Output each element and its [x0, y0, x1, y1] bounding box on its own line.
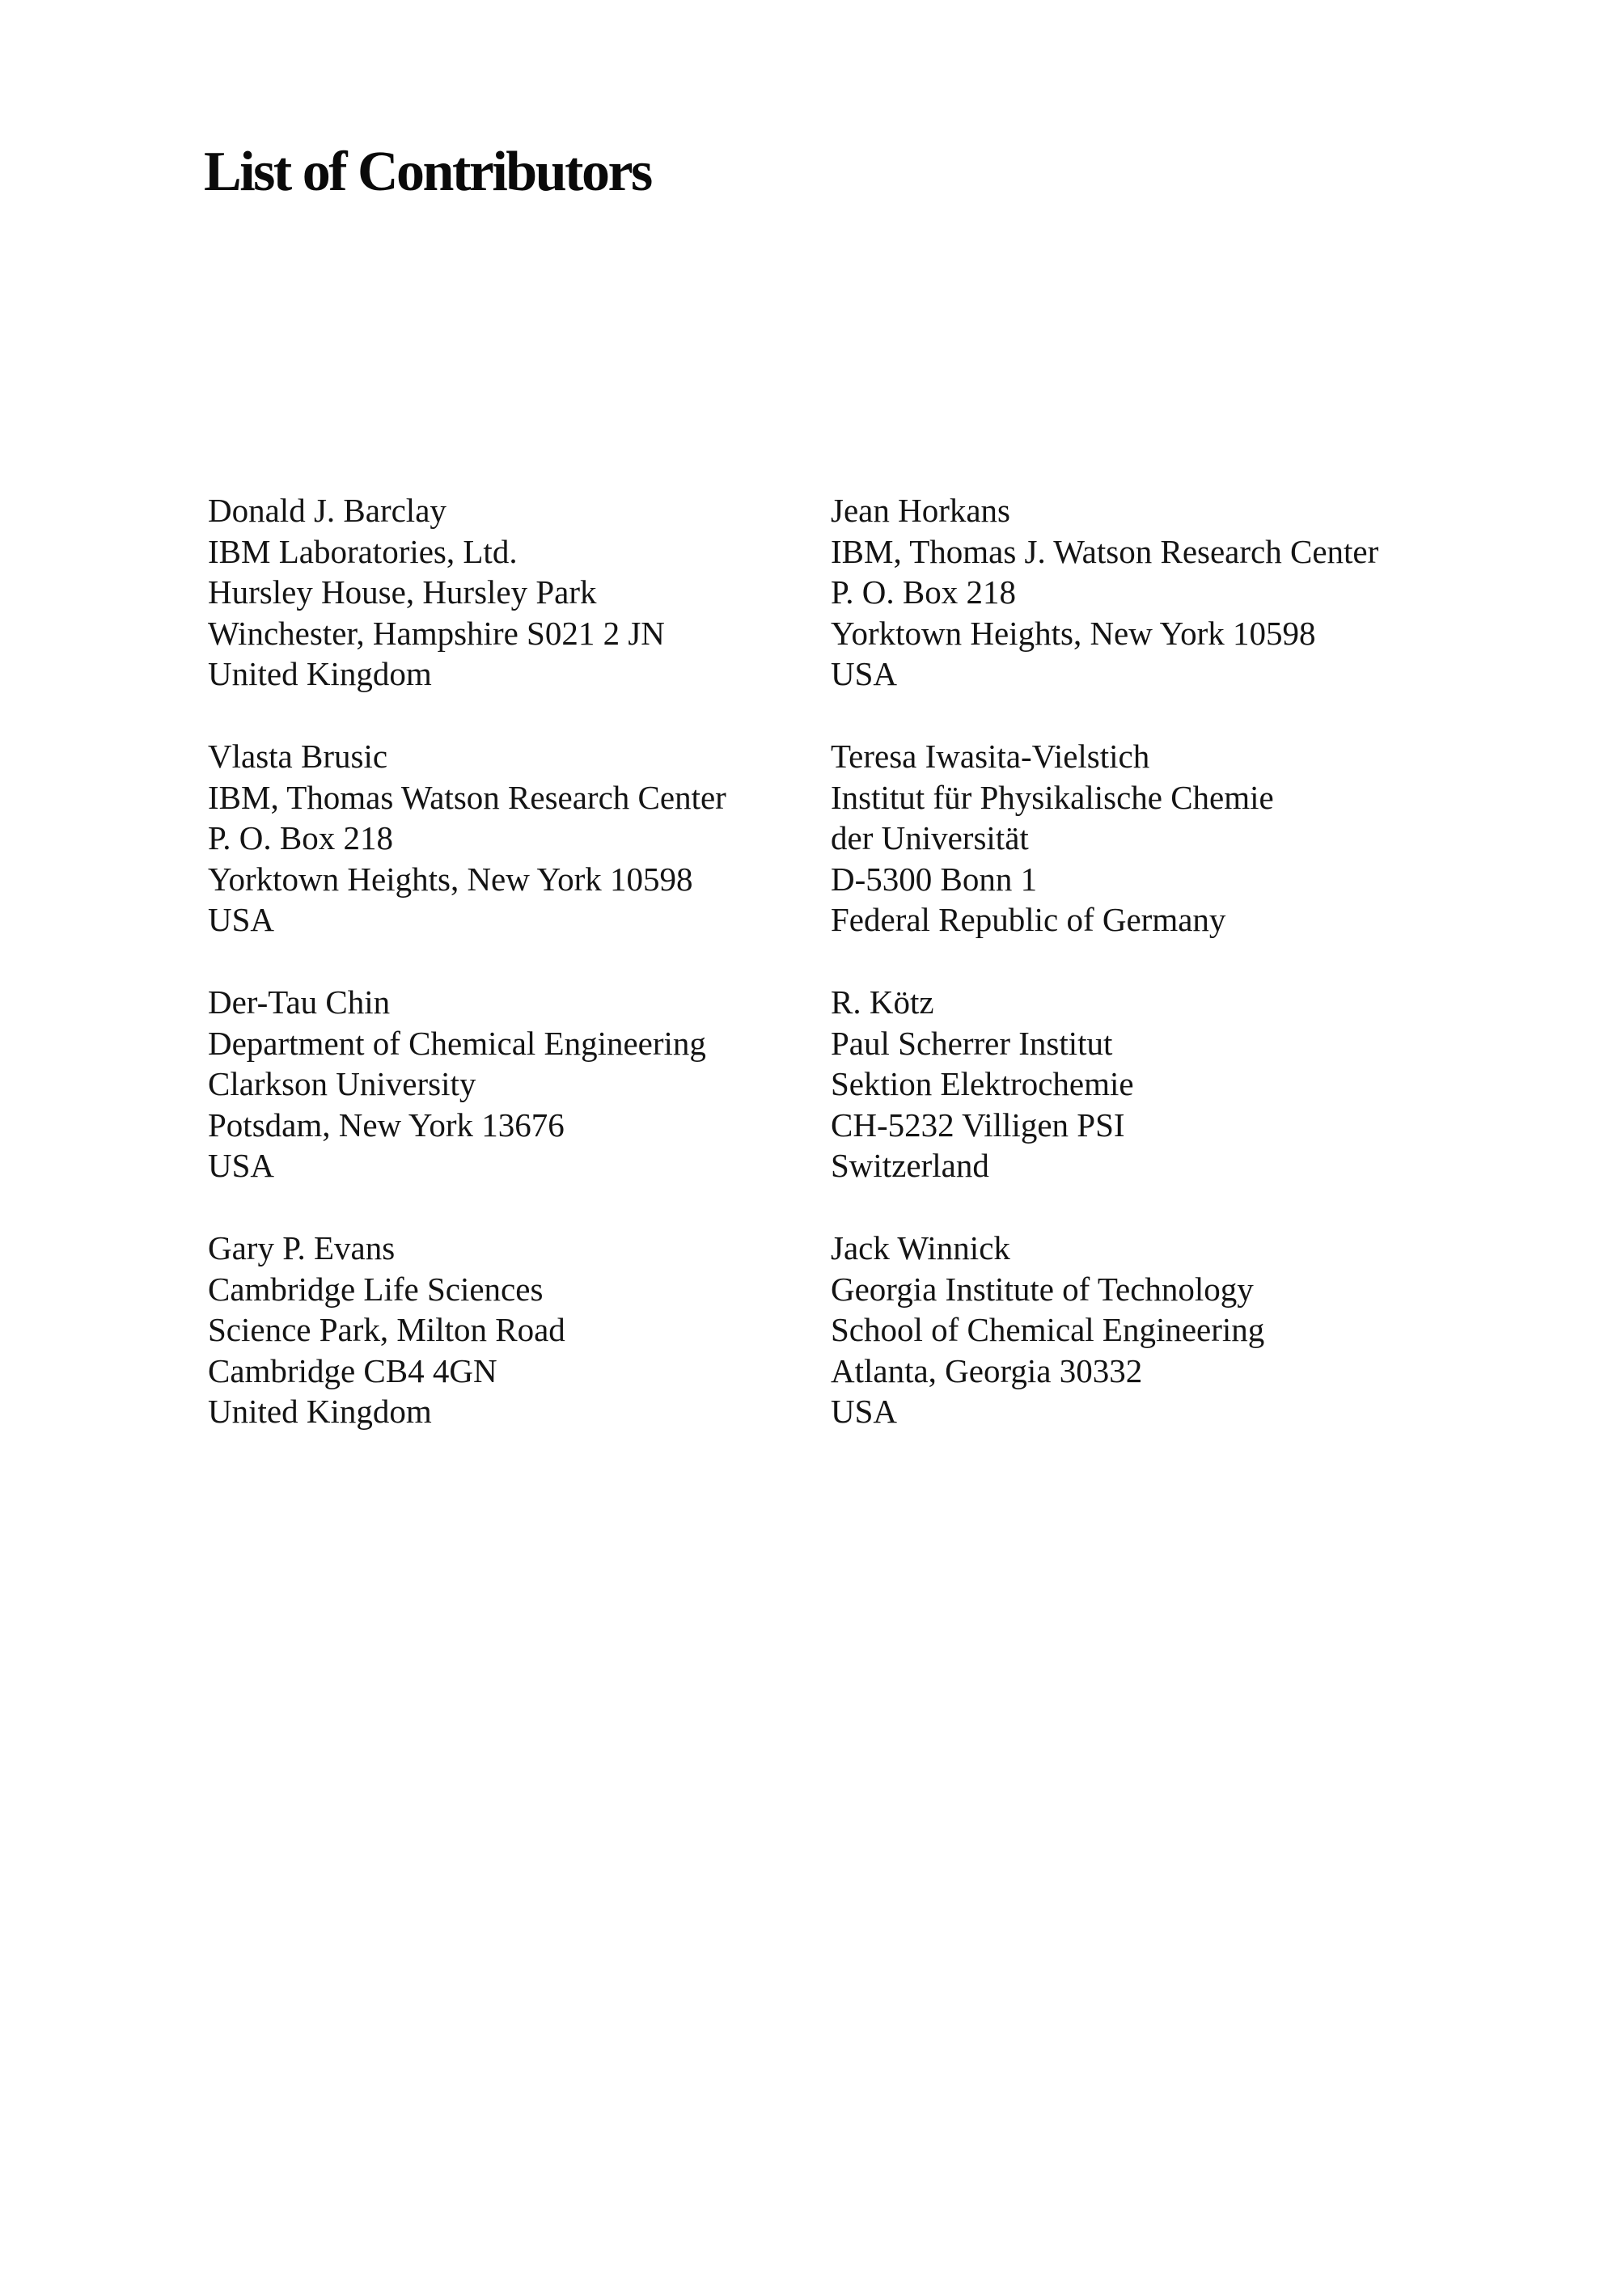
contributor-address-line: Potsdam, New York 13676	[208, 1106, 565, 1144]
contributor-address-line: Cambridge CB4 4GN	[208, 1351, 497, 1389]
contributor-address-line: D-5300 Bonn 1	[831, 860, 1038, 898]
contributor-country: USA	[208, 1147, 275, 1184]
contributor-name: R. Kötz	[831, 983, 934, 1021]
contributor-country: Switzerland	[831, 1147, 989, 1184]
contributor-name: Donald J. Barclay	[208, 492, 447, 529]
contributor-address-line: Science Park, Milton Road	[208, 1311, 565, 1348]
contributor-country: USA	[208, 901, 275, 938]
contributor-address-line: IBM, Thomas Watson Research Center	[208, 778, 726, 816]
contributor-address-line: School of Chemical Engineering	[831, 1311, 1265, 1348]
contributor-name: Gary P. Evans	[208, 1229, 396, 1266]
contributor-name: Der-Tau Chin	[208, 983, 391, 1021]
contributor-winnick	[831, 1228, 1478, 1474]
contributor-address-line: Cambridge Life Sciences	[208, 1270, 544, 1308]
contributor-country: USA	[831, 655, 898, 692]
contributor-address-line: P. O. Box 218	[208, 819, 393, 856]
contributor-country: United Kingdom	[208, 655, 432, 692]
contributor-country: Federal Republic of Germany	[831, 901, 1226, 938]
contributor-address-line: Yorktown Heights, New York 10598	[208, 860, 693, 898]
contributor-address-line: Georgia Institute of Technology	[831, 1270, 1254, 1308]
contributor-evans	[208, 1228, 855, 1474]
contributor-address-line: Atlanta, Georgia 30332	[831, 1351, 1143, 1389]
contributor-address-line: IBM, Thomas J. Watson Research Center	[831, 532, 1379, 570]
contributor-barclay	[208, 490, 855, 736]
contributors-left-column	[208, 490, 855, 1474]
contributor-koetz	[831, 982, 1478, 1228]
contributors-right-column	[831, 490, 1478, 1474]
contributor-address-line: der Universität	[831, 819, 1029, 856]
contributor-country: United Kingdom	[208, 1393, 432, 1430]
contributor-address-line: Hursley House, Hursley Park	[208, 573, 597, 611]
contributor-iwasita-vielstich	[831, 736, 1478, 982]
contributor-horkans	[831, 490, 1478, 736]
contributor-brusic	[208, 736, 855, 982]
contributor-address-line: Yorktown Heights, New York 10598	[831, 614, 1316, 652]
page-title: List of Contributors	[204, 141, 651, 203]
contributor-address-line: Sektion Elektrochemie	[831, 1065, 1134, 1102]
contributor-address-line: Winchester, Hampshire S021 2 JN	[208, 614, 665, 652]
contributor-name: Jean Horkans	[831, 492, 1011, 529]
contributor-address-line: CH-5232 Villigen PSI	[831, 1106, 1125, 1144]
contributor-name: Teresa Iwasita-Vielstich	[831, 738, 1150, 775]
contributor-address-line: IBM Laboratories, Ltd.	[208, 532, 518, 570]
contributor-address-line: Paul Scherrer Institut	[831, 1024, 1113, 1062]
contributor-name: Jack Winnick	[831, 1229, 1010, 1266]
contributor-address-line: Clarkson University	[208, 1065, 476, 1102]
contributor-address-line: Department of Chemical Engineering	[208, 1024, 706, 1062]
contributor-chin	[208, 982, 855, 1228]
contributor-address-line: P. O. Box 218	[831, 573, 1016, 611]
contributor-name: Vlasta Brusic	[208, 738, 388, 775]
contributor-country: USA	[831, 1393, 898, 1430]
contributor-address-line: Institut für Physikalische Chemie	[831, 778, 1274, 816]
